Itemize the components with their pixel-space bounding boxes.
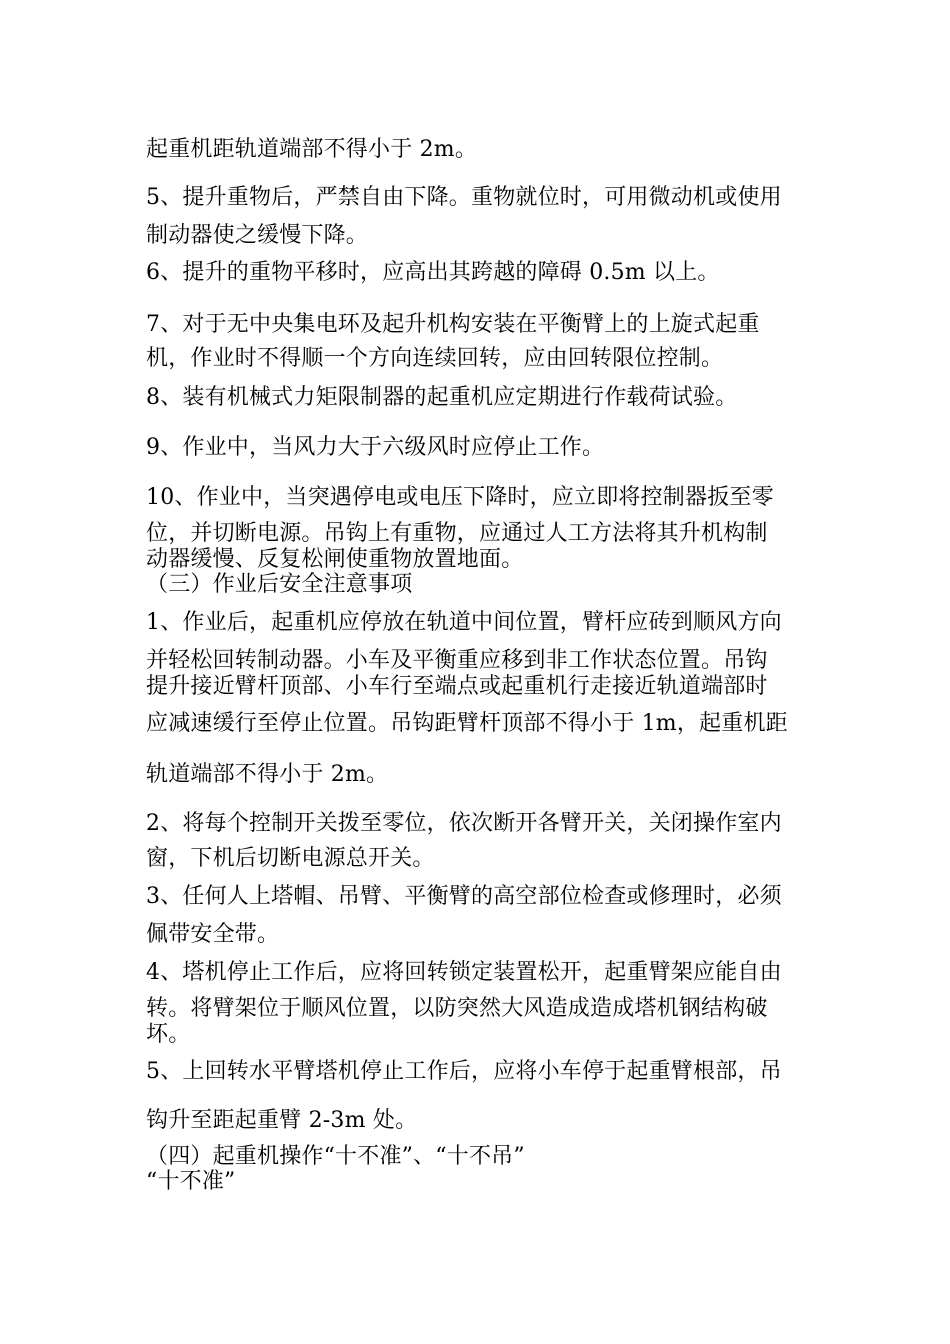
text-line: 7、对于无中央集电环及起升机构安装在平衡臂上的上旋式起重 <box>146 312 760 337</box>
text-line: 机，作业时不得顺一个方向连续回转，应由回转限位控制。 <box>146 346 724 371</box>
text-line: 窗，下机后切断电源总开关。 <box>146 846 435 871</box>
text-line: 3、任何人上塔帽、吊臂、平衡臂的高空部位检查或修理时，必须 <box>146 884 782 909</box>
text-line: 4、塔机停止工作后，应将回转锁定装置松开，起重臂架应能自由 <box>146 960 782 985</box>
section-heading: （三）作业后安全注意事项 <box>146 572 413 597</box>
text-line: 9、作业中，当风力大于六级风时应停止工作。 <box>146 435 605 460</box>
text-line: 位，并切断电源。吊钩上有重物，应通过人工方法将其升机构制 <box>146 521 768 546</box>
text-line: 提升接近臂杆顶部、小车行至端点或起重机行走接近轨道端部时 <box>146 674 768 699</box>
text-line: 起重机距轨道端部不得小于 2m。 <box>146 137 478 162</box>
text-line: 钩升至距起重臂 2-3m 处。 <box>146 1108 418 1133</box>
text-line: 5、上回转水平臂塔机停止工作后，应将小车停于起重臂根部，吊 <box>146 1059 782 1084</box>
text-line: 6、提升的重物平移时，应高出其跨越的障碍 0.5m 以上。 <box>146 260 720 285</box>
text-line: 5、提升重物后，严禁自由下降。重物就位时，可用微动机或使用 <box>146 185 782 210</box>
text-line: 坏。 <box>146 1022 191 1047</box>
subsection-heading: “十不准” <box>146 1169 236 1194</box>
text-line: 轨道端部不得小于 2m。 <box>146 762 389 787</box>
text-line: 并轻松回转制动器。小车及平衡重应移到非工作状态位置。吊钩 <box>146 648 768 673</box>
text-line: 转。将臂架位于顺风位置，以防突然大风造成造成塔机钢结构破 <box>146 996 768 1021</box>
text-line: 应减速缓行至停止位置。吊钩距臂杆顶部不得小于 1m，起重机距 <box>146 711 788 736</box>
text-line: 动器缓慢、反复松闸使重物放置地面。 <box>146 547 524 572</box>
text-line: 佩带安全带。 <box>146 922 280 947</box>
text-line: 8、装有机械式力矩限制器的起重机应定期进行作载荷试验。 <box>146 385 738 410</box>
text-line: 2、将每个控制开关拨至零位，依次断开各臂开关，关闭操作室内 <box>146 811 782 836</box>
text-line: 10、作业中，当突遇停电或电压下降时，应立即将控制器扳至零 <box>146 485 774 510</box>
section-heading: （四）起重机操作“十不准”、“十不吊” <box>146 1144 525 1169</box>
text-line: 1、作业后，起重机应停放在轨道中间位置，臂杆应砖到顺风方向 <box>146 610 782 635</box>
text-line: 制动器使之缓慢下降。 <box>146 223 369 248</box>
